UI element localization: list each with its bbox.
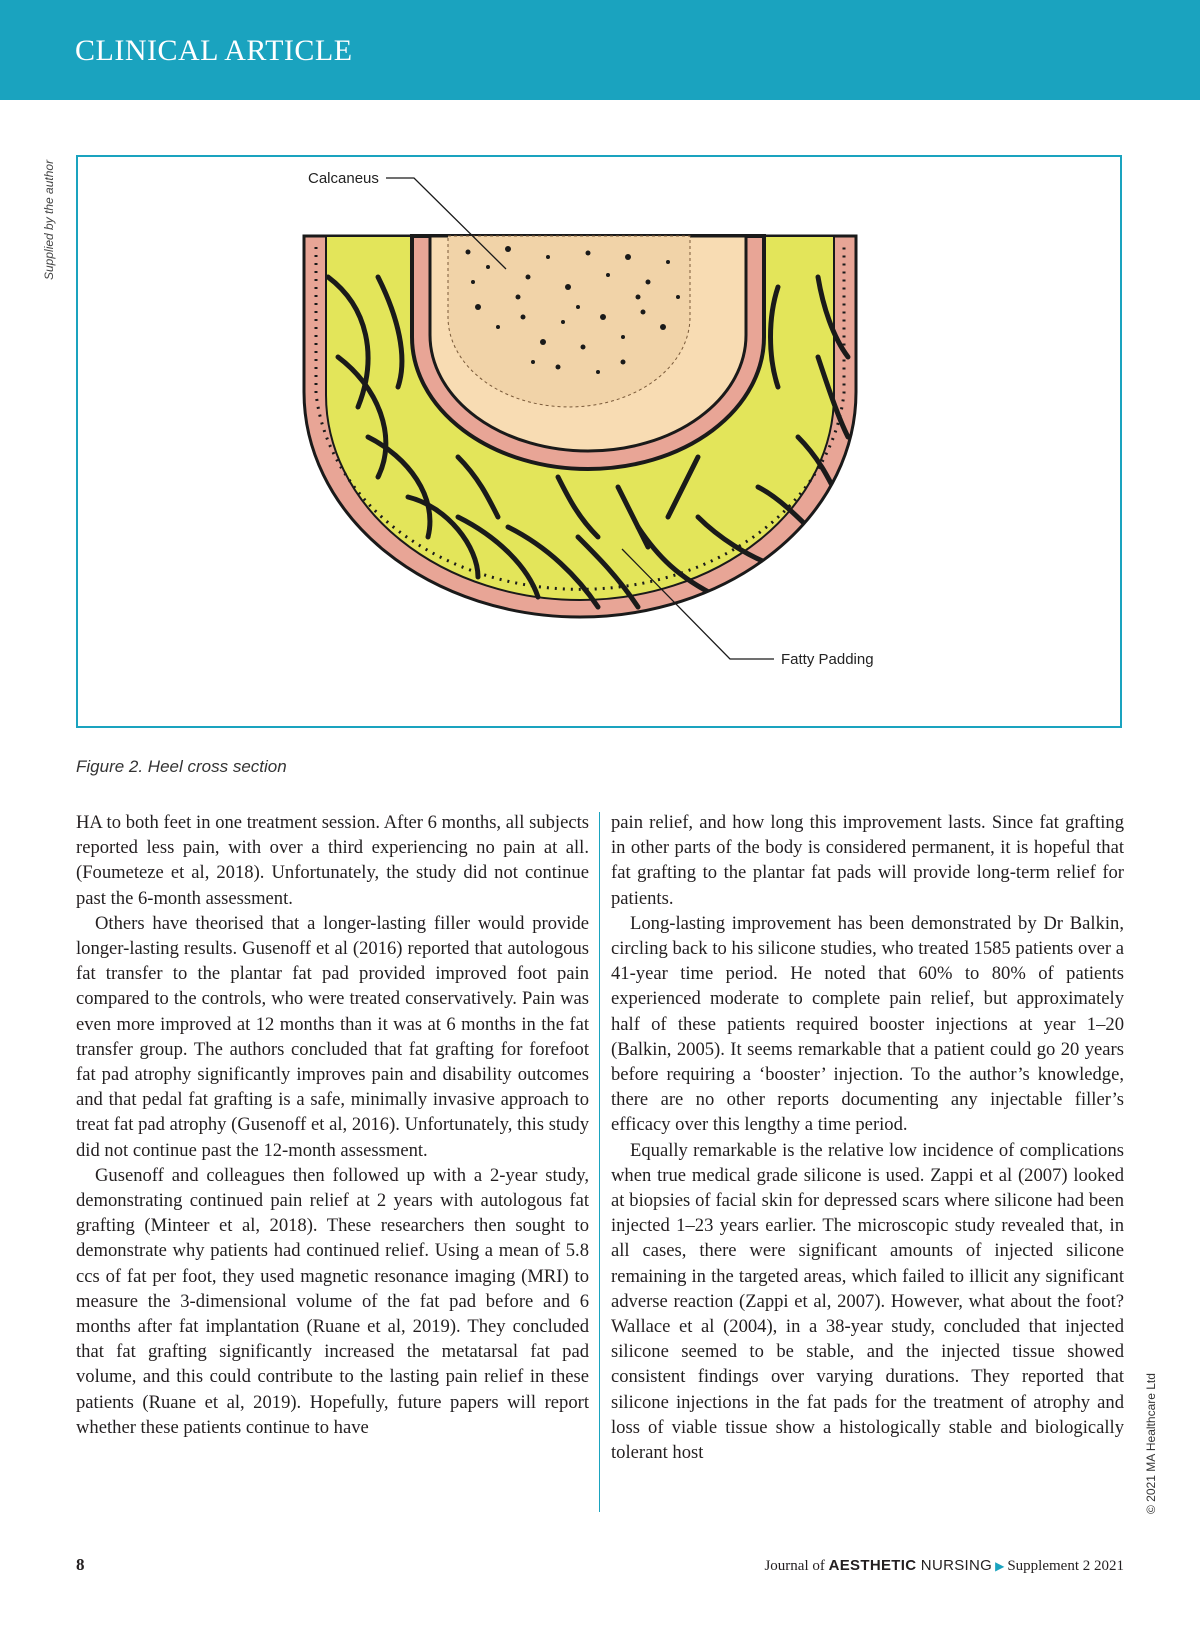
page-header — [0, 0, 1200, 100]
heel-illustration — [78, 157, 1120, 726]
journal-footer — [764, 1557, 1124, 1575]
label-fatty-padding: Fatty Padding — [781, 651, 874, 668]
section-title: CLINICAL ARTICLE — [75, 34, 353, 67]
journal-issue: Supplement 2 2021 — [1007, 1558, 1124, 1574]
paragraph: Equally remarkable is the relative low incidence of complications when true medical grade silicone is used. Zappi et al (2007) looked at biopsies of facial skin for depressed scars where silicone had been injected 1–23 years earlier. The microscopic study revealed that, in all cases, there were significant amounts of injected silicone remaining in the targeted areas, which failed to illicit any significant adverse reaction (Zappi et al, 2007). However, what about the foot? Wallace et al (2004), in a 38-year study, concluded that injected silicone seemed to be stable, and the injected tissue showed consistent findings over varying durations. They reported that silicone injections in the fat pads for the treatment of atrophy and loss of viable tissue show a histologically stable and biologically tolerant host — [611, 1139, 1124, 1464]
label-calcaneus: Calcaneus — [308, 170, 379, 187]
paragraph: Long-lasting improvement has been demonstrated by Dr Balkin, circling back to his silicone studies, who treated 1585 patients over a 41-year time period. He noted that 60% to 80% of patients experienced moderate to complete pain relief, but approximately half of these patients required booster injections at year 1–20 (Balkin, 2005). It seems remarkable that a patient could go 20 years before requiring a ‘booster’ injection. To the author’s knowledge, there are no other reports documenting any injectable filler’s efficacy over this lengthy a time period. — [611, 912, 1124, 1136]
figure-caption: Figure 2. Heel cross section — [76, 757, 287, 776]
journal-name-aesthetic: AESTHETIC — [828, 1557, 917, 1574]
triangle-icon: ▶ — [995, 1559, 1005, 1573]
column-divider — [599, 812, 600, 1512]
figure-heel-cross-section — [76, 155, 1122, 728]
journal-name-nursing: NURSING — [916, 1557, 993, 1574]
body-column-left — [76, 810, 589, 1515]
figure-credit: Supplied by the author — [42, 159, 56, 280]
paragraph: Others have theorised that a longer-lasting filler would provide longer-lasting results. Gusenoff et al (2016) reported that autologous fat transfer to the plantar fat pad provided improved foot pain compared to the controls, who were treated conservatively. Pain was even more improved at 12 months than it was at 6 months in the fat transfer group. The authors concluded that fat grafting for forefoot fat pad atrophy significantly improves pain and disability outcomes and that pedal fat grafting is a safe, minimally invasive approach to treat fat pad atrophy (Gusenoff et al, 2016). Unfortunately, this study did not continue past the 12-month assessment. — [76, 912, 589, 1161]
copyright-notice: © 2021 MA Healthcare Ltd — [1144, 1373, 1158, 1514]
journal-prefix: Journal of — [764, 1558, 829, 1574]
paragraph: Gusenoff and colleagues then followed up with a 2-year study, demonstrating continued pain relief at 2 years with autologous fat grafting (Minteer et al, 2018). These researchers then sought to demonstrate why patients had continued relief. Using a mean of 5.8 ccs of fat per foot, they used magnetic resonance imaging (MRI) to measure the 3-dimensional volume of the fat pad before and 6 months after fat implantation (Ruane et al, 2019). They concluded that fat grafting significantly increased the metatarsal fat pad volume, and this could contribute to the lasting pain relief in these patients (Ruane et al, 2019). Hopefully, future papers will report whether these patients continue to have — [76, 1164, 589, 1438]
page-number: 8 — [76, 1555, 85, 1574]
paragraph: HA to both feet in one treatment session. After 6 months, all subjects reported less pain, with over a third experiencing no pain at all. (Foumeteze et al, 2018). Unfortunately, the study did not continue past the 6-month assessment. — [76, 812, 589, 909]
paragraph: pain relief, and how long this improvement lasts. Since fat grafting in other parts of the body is considered permanent, it is hopeful that fat grafting to the plantar fat pads will provide long-term relief for patients. — [611, 812, 1124, 909]
body-column-right — [611, 810, 1124, 1515]
